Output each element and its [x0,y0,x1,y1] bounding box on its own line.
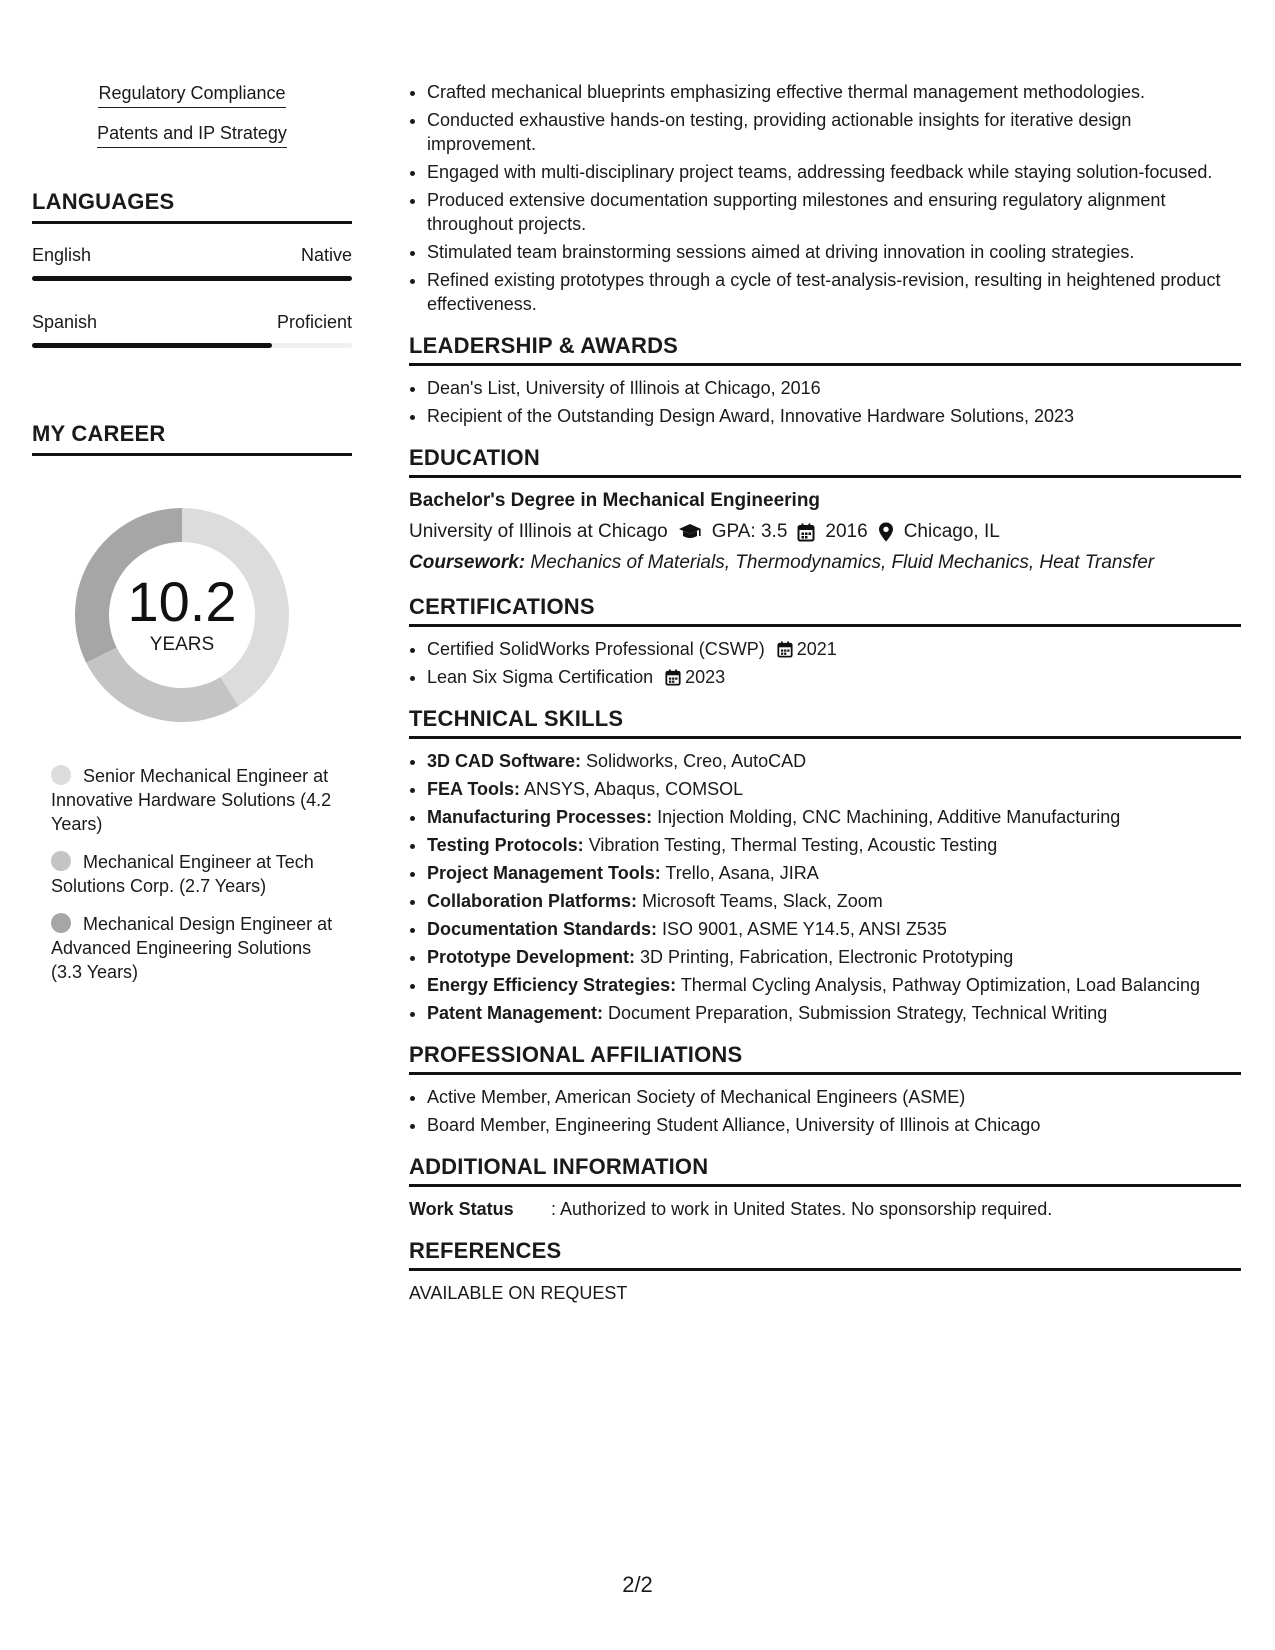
section-title: EDUCATION [409,444,1241,478]
language-level: Proficient [276,312,352,332]
graduation-cap-icon [678,523,702,541]
list-item: • Refined existing prototypes through a cycle of test-analysis-revision, resulting in heightened product effectiveness. [427,268,1241,316]
career-unit: YEARS [149,634,215,655]
calendar-icon [797,523,815,542]
education-section [409,444,1241,577]
list-item [427,805,1241,829]
career-item [51,912,341,984]
skill-label: Patent Management: [427,1003,604,1023]
work-status-row [409,1197,1241,1221]
skill-label: Testing Protocols: [427,835,584,855]
skill-value: 3D Printing, Fabrication, Electronic Prototyping [640,947,1014,967]
list-item: • Produced extensive documentation supporting milestones and ensuring regulatory alignment throughout projects. [427,188,1241,236]
page-number: 2/2 [622,1572,653,1597]
technical-skills-section [409,705,1241,1025]
section-title: PROFESSIONAL AFFILIATIONS [409,1041,1241,1075]
certification-name: Lean Six Sigma Certification [427,667,654,687]
section-title: LEADERSHIP & AWARDS [409,332,1241,366]
list-item: • Board Member, Engineering Student Alliance, University of Illinois at Chicago [427,1113,1241,1137]
language-bar [32,276,352,281]
skill-value: ISO 9001, ASME Y14.5, ANSI Z535 [662,919,947,939]
career-item-text: Mechanical Design Engineer at Advanced Engineering Solutions (3.3 Years) [51,914,333,982]
main-content [409,80,1241,1305]
language-list [32,244,352,348]
career-total: 10.2 [127,570,237,633]
career-list [32,764,341,984]
sidebar [32,82,352,998]
list-item: • Crafted mechanical blueprints emphasizing effective thermal management methodologies. [427,80,1241,104]
language-name: Spanish [32,312,98,332]
list-item [427,889,1241,913]
education-year: 2016 [825,521,868,542]
list-item [427,861,1241,885]
list-item [427,665,1241,689]
career-item [51,764,341,836]
experience-bullets [409,80,1241,316]
skill-tag: Patents and IP Strategy [97,122,287,148]
coursework-label: Coursework: [409,552,526,573]
skill-tag: Regulatory Compliance [98,82,285,108]
additional-info-section [409,1153,1241,1221]
language-item [32,311,352,348]
education-degree: Bachelor's Degree in Mechanical Engineering [409,490,821,511]
section-title: ADDITIONAL INFORMATION [409,1153,1241,1187]
skill-label: Documentation Standards: [427,919,658,939]
skill-label: Manufacturing Processes: [427,807,653,827]
references-text: AVAILABLE ON REQUEST [409,1283,628,1303]
certification-year: 2021 [796,639,837,659]
education-school: University of Illinois at Chicago [409,521,668,542]
list-item: • Conducted exhaustive hands-on testing, providing actionable insights for iterative design improvement. [427,108,1241,156]
coursework-value: Mechanics of Materials, Thermodynamics, Fluid Mechanics, Heat Transfer [530,552,1155,573]
education-location: Chicago, IL [903,521,1000,542]
list-item [427,777,1241,801]
legend-dot-icon [51,913,71,933]
language-level: Native [300,245,352,265]
skill-value: Microsoft Teams, Slack, Zoom [642,891,883,911]
skill-value: Injection Molding, CNC Machining, Additive Manufacturing [657,807,1121,827]
section-title: TECHNICAL SKILLS [409,705,1241,739]
location-pin-icon [878,522,894,542]
languages-title: LANGUAGES [32,188,352,224]
list-item: • Active Member, American Society of Mechanical Engineers (ASME) [427,1085,1241,1109]
list-item [427,749,1241,773]
education-gpa: GPA: 3.5 [711,521,788,542]
skill-tags [32,82,352,148]
work-status-label: Work Status [409,1199,514,1219]
certification-name: Certified SolidWorks Professional (CSWP) [427,639,765,659]
career-title: MY CAREER [32,420,352,456]
legend-dot-icon [51,851,71,871]
references-section [409,1237,1241,1305]
skill-value: Thermal Cycling Analysis, Pathway Optimization, Load Balancing [680,975,1201,995]
language-bar-fill [32,343,272,348]
language-bar [32,343,352,348]
skill-label: Prototype Development: [427,947,636,967]
language-item [32,244,352,281]
career-item-text: Senior Mechanical Engineer at Innovative Hardware Solutions (4.2 Years) [51,766,332,834]
list-item [427,637,1241,661]
list-item [427,1001,1241,1025]
list-item: • Dean's List, University of Illinois at Chicago, 2016 [427,376,1241,400]
section-title: REFERENCES [409,1237,1241,1271]
work-status-value: : Authorized to work in United States. No sponsorship required. [551,1199,1053,1219]
list-item [427,833,1241,857]
skill-value: ANSYS, Abaqus, COMSOL [524,779,744,799]
skill-label: FEA Tools: [427,779,520,799]
career-item-text: Mechanical Engineer at Tech Solutions Corp. (2.7 Years) [51,852,314,896]
certification-year: 2023 [685,667,726,687]
career-donut [67,500,297,730]
calendar-icon [777,641,793,658]
certifications-section [409,593,1241,689]
skill-label: Collaboration Platforms: [427,891,638,911]
list-item: • Engaged with multi-disciplinary project teams, addressing feedback while staying solution-focused. [427,160,1241,184]
skill-label: 3D CAD Software: [427,751,582,771]
section-title: CERTIFICATIONS [409,593,1241,627]
list-item [427,917,1241,941]
skill-value: Trello, Asana, JIRA [665,863,819,883]
skill-value: Solidworks, Creo, AutoCAD [586,751,807,771]
affiliations-section [409,1041,1241,1137]
career-item [51,850,341,898]
leadership-section [409,332,1241,428]
list-item [427,945,1241,969]
list-item: • Recipient of the Outstanding Design Award, Innovative Hardware Solutions, 2023 [427,404,1241,428]
skill-value: Vibration Testing, Thermal Testing, Acoustic Testing [588,835,998,855]
list-item [427,973,1241,997]
legend-dot-icon [51,765,71,785]
language-name: English [32,245,92,265]
skill-label: Energy Efficiency Strategies: [427,975,677,995]
education-coursework [409,549,1241,577]
skill-value: Document Preparation, Submission Strategy, Technical Writing [608,1003,1108,1023]
skill-label: Project Management Tools: [427,863,661,883]
education-meta [409,518,1241,546]
language-bar-fill [32,276,352,281]
calendar-icon [665,669,681,686]
list-item: • Stimulated team brainstorming sessions aimed at driving innovation in cooling strategies. [427,240,1241,264]
